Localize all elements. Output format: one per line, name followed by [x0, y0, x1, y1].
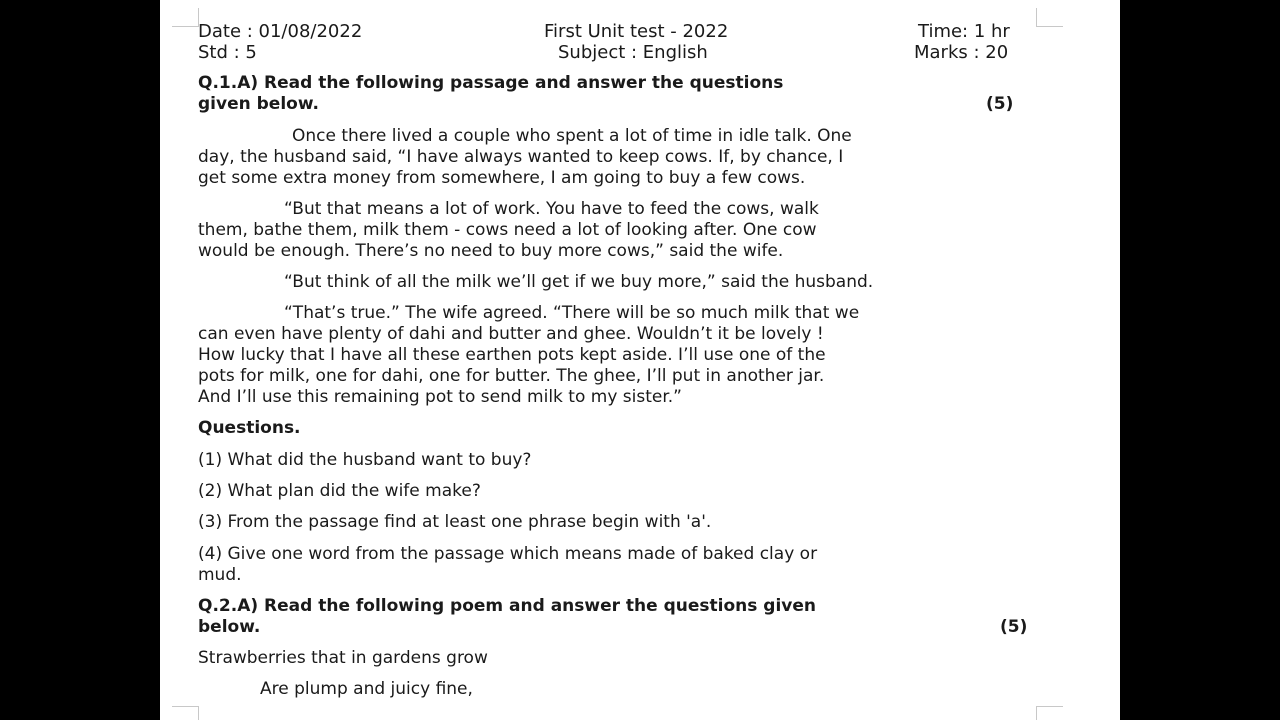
passage-line: would be enough. There’s no need to buy more cows,” said the wife. [198, 241, 784, 261]
question-item: (3) From the passage find at least one phrase begin with 'a'. [198, 512, 712, 532]
q1-marks: (5) [986, 94, 1014, 114]
crop-mark-top-right [1036, 8, 1063, 27]
passage-line: day, the husband said, “I have always wanted to keep cows. If, by chance, I [198, 147, 844, 167]
q2-heading-line1: Q.2.A) Read the following poem and answer the questions given [198, 596, 817, 616]
exam-marks: Marks : 20 [914, 42, 1009, 63]
passage-line: get some extra money from somewhere, I am going to buy a few cows. [198, 168, 806, 188]
q2-heading-line2: below. [198, 617, 261, 637]
test-title: First Unit test - 2022 [544, 21, 729, 42]
exam-std: Std : 5 [198, 42, 257, 63]
passage-line: “But that means a lot of work. You have to feed the cows, walk [284, 199, 819, 219]
exam-date: Date : 01/08/2022 [198, 21, 363, 42]
q1-heading-line1: Q.1.A) Read the following passage and answer the questions [198, 73, 784, 93]
crop-mark-top-left [172, 8, 199, 27]
document-page [160, 0, 1120, 720]
passage-line: And I’ll use this remaining pot to send milk to my sister.” [198, 387, 682, 407]
question-item-continuation: mud. [198, 565, 242, 585]
questions-heading: Questions. [198, 418, 301, 438]
passage-line: can even have plenty of dahi and butter and ghee. Wouldn’t it be lovely ! [198, 324, 824, 344]
q1-heading-line2: given below. [198, 94, 319, 114]
poem-line: Strawberries that in gardens grow [198, 648, 488, 668]
passage-line: Once there lived a couple who spent a lot of time in idle talk. One [292, 126, 852, 146]
question-item: (1) What did the husband want to buy? [198, 450, 532, 470]
passage-line: How lucky that I have all these earthen pots kept aside. I’ll use one of the [198, 345, 826, 365]
crop-mark-bottom-right [1036, 706, 1063, 720]
passage-line: “That’s true.” The wife agreed. “There will be so much milk that we [284, 303, 860, 323]
question-item: (2) What plan did the wife make? [198, 481, 481, 501]
passage-line: “But think of all the milk we’ll get if we buy more,” said the husband. [284, 272, 874, 292]
exam-subject: Subject : English [558, 42, 708, 63]
passage-line: them, bathe them, milk them - cows need a lot of looking after. One cow [198, 220, 817, 240]
passage-line: pots for milk, one for dahi, one for butter. The ghee, I’ll put in another jar. [198, 366, 825, 386]
question-item: (4) Give one word from the passage which means made of baked clay or [198, 544, 818, 564]
q2-marks: (5) [1000, 617, 1028, 637]
poem-line: Are plump and juicy fine, [260, 679, 473, 699]
exam-time: Time: 1 hr [918, 21, 1010, 42]
crop-mark-bottom-left [172, 706, 199, 720]
